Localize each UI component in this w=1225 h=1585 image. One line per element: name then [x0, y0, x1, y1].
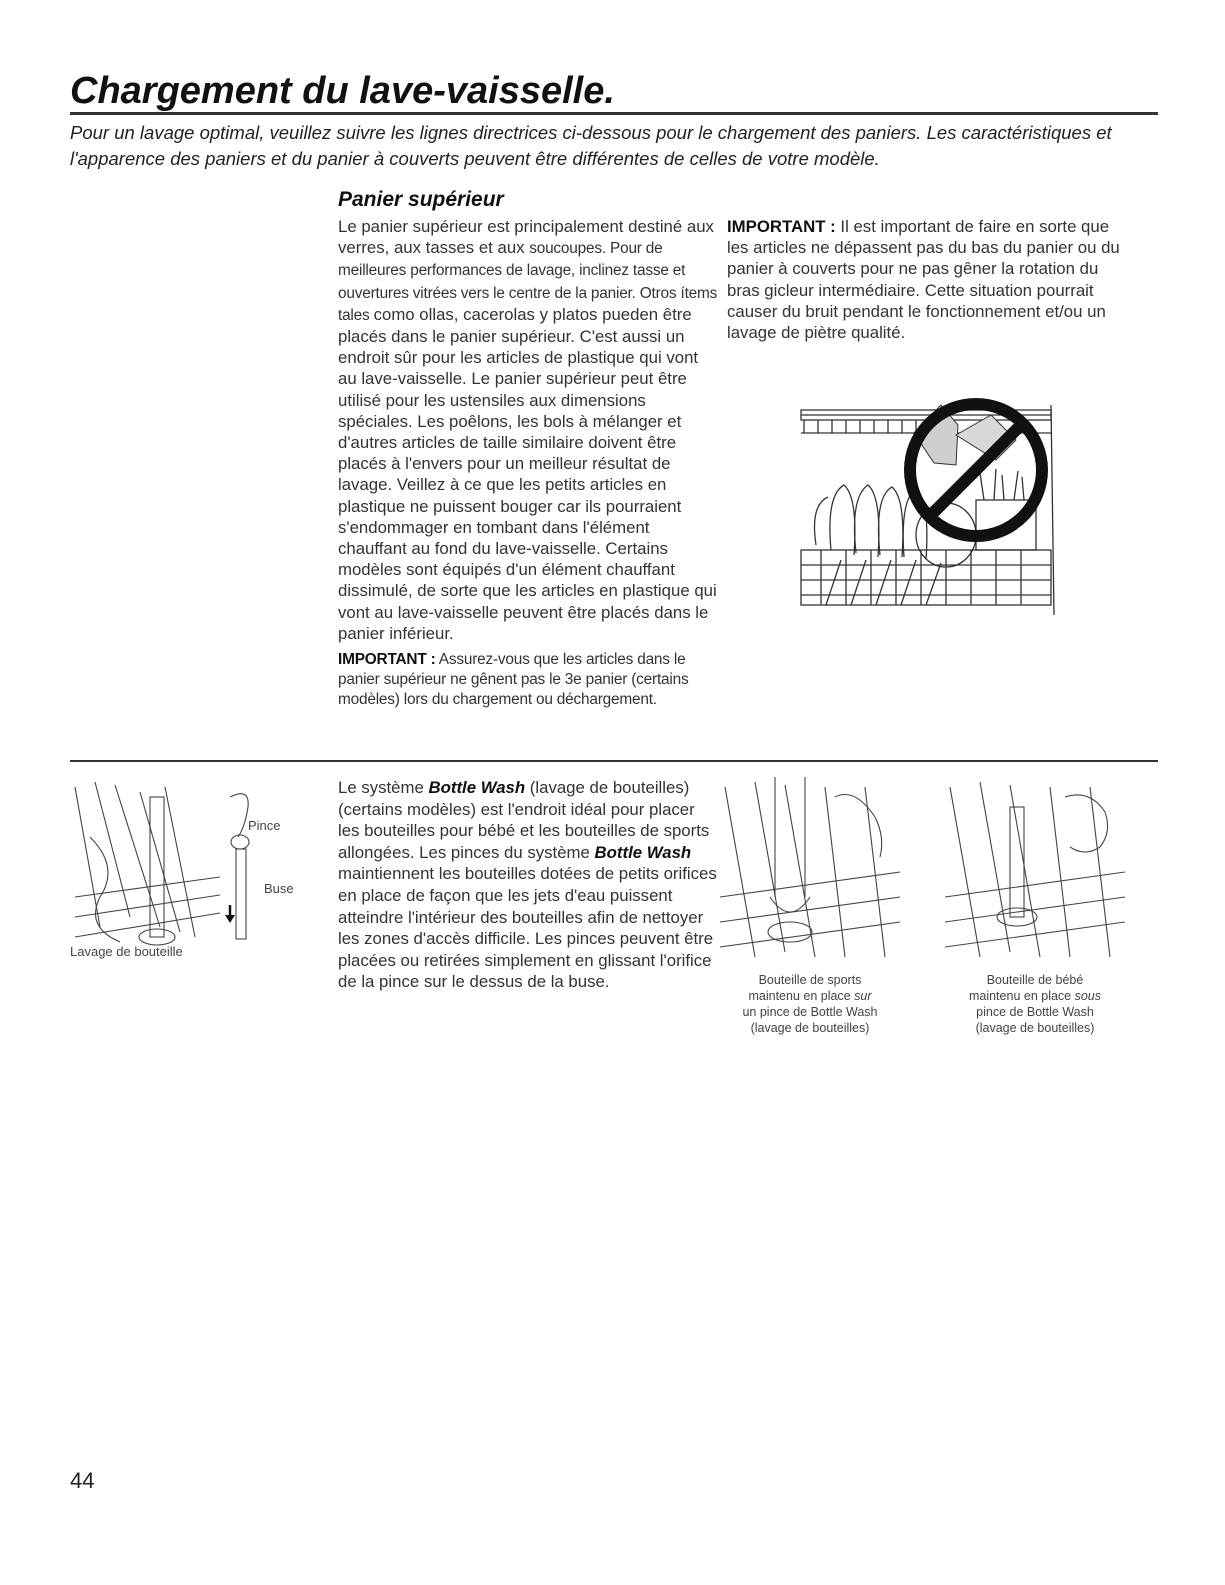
title-rule: [70, 112, 1158, 115]
sports-caption-line-2b: sur: [854, 989, 872, 1003]
important-text-2: Il est important de faire en sorte que les articles ne dépassent pas du bas du panier ou du panier à couverts pour ne pas gêner la rotation du bras gicleur intermédiaire. Cette situation pourrait causer du bruit pendant le fonctionnement et/ou un lavage de piètre qualité.: [727, 217, 1120, 343]
spray-arm-warning: [727, 216, 1127, 343]
important-label: IMPORTANT :: [338, 651, 436, 669]
bottle-wash-clip-illustration: [70, 777, 310, 957]
page-title: Chargement du lave-vaisselle.: [70, 70, 615, 112]
upper-rack-paragraph: [338, 216, 718, 644]
paragraph-part-c: como ollas, cacerolas y platos pueden être placés dans le panier supérieur. C'est aussi un endroit sûr pour les articles de plastique qui vont au lave-vaisselle. Le panier supérieur peut être utilisé pour les ustensiles aux dimensions spéciales. Les poêlons, les bols à mélanger et d'autres articles de taille similaire doivent être placés à l'envers pour un meilleur résultat de lavage. Veillez à ce que les petits articles en plastique ne puissent bouger car ils pourraient s'endommager en tombant dans l'élément chauffant au fond du lave-vaisselle. Certains modèles sont équipés d'un élément chauffant dissimulé, de sorte que les articles en plastique qui vont au lave-vaisselle peuvent être placés dans le panier inférieur.: [338, 304, 717, 643]
paragraph-part-b: soucoupes. Pour de meilleures performances de lavage, inclinez tasse et ouvertures vitrées vers le centre de la panier. Otros ítems tales: [338, 240, 718, 324]
section-rule: [70, 760, 1158, 762]
bottle-wash-name-2: Bottle Wash: [594, 842, 692, 862]
upper-rack-important: [338, 650, 718, 710]
baby-caption-line-2b: sous: [1074, 989, 1102, 1003]
baby-bottle-illustration: [940, 777, 1130, 962]
sports-caption-line-4: (lavage de bouteilles): [750, 1021, 870, 1035]
upper-rack-heading: Panier supérieur: [338, 188, 504, 211]
caption-sports-bottle: [710, 972, 910, 1036]
important-text: Assurez-vous que les articles dans le panier supérieur ne gênent pas le 3e panier (certains modèles) lors du chargement ou déchargement.: [338, 651, 689, 709]
sports-caption-line-1: Bouteille de sports: [758, 973, 862, 987]
intro-text: Pour un lavage optimal, veuillez suivre les lignes directrices ci-dessous pour le chargement des paniers. Les caractéristiques et l'apparence des paniers et du panier à couverts peuvent être différentes de celles de votre modèle.: [70, 122, 1112, 169]
sports-bottle-illustration: [715, 777, 905, 962]
baby-caption-line-3: pince de Bottle Wash: [976, 1005, 1094, 1019]
paragraph-part-a: Le panier supérieur est principalement destiné aux verres, aux tasses et aux: [338, 217, 714, 258]
label-buse: Buse: [264, 881, 294, 896]
page-number: 44: [70, 1468, 95, 1493]
upper-rack-text: [338, 216, 718, 710]
caption-lavage-bouteille: Lavage de bouteille: [70, 944, 183, 959]
important-label-2: IMPORTANT :: [727, 217, 836, 236]
overloaded-rack-illustration: [796, 385, 1066, 635]
label-pince: Pince: [248, 818, 281, 833]
bottle-wash-text: [338, 777, 718, 993]
bottle-text-3: maintiennent les bouteilles dotées de petits orifices en place de façon que les jets d'eau puissent atteindre l'intérieur des bouteilles afin de nettoyer les zones d'accès difficile. Les pinces peuvent être placées ou retirées simplement en glissant l'orifice de la pince sur le dessus de la buse.: [338, 864, 717, 992]
sports-caption-line-2a: maintenu en place: [748, 989, 855, 1003]
bottle-wash-name-1: Bottle Wash: [428, 778, 526, 797]
baby-caption-line-2a: maintenu en place: [968, 989, 1075, 1003]
caption-baby-bottle: [935, 972, 1135, 1036]
bottle-text-2: (lavage de bouteilles) (certains modèles) est l'endroit idéal pour placer les bouteilles pour bébé et les bouteilles de sports allongées. Les pinces du système: [338, 778, 710, 862]
sports-caption-line-2: [710, 988, 910, 1004]
baby-caption-line-1: Bouteille de bébé: [986, 973, 1084, 987]
sports-caption-line-3: un pince de Bottle Wash: [742, 1005, 878, 1019]
baby-caption-line-4: (lavage de bouteilles): [975, 1021, 1095, 1035]
bottle-text-1: Le système: [338, 778, 429, 797]
baby-caption-line-2: [935, 988, 1135, 1004]
